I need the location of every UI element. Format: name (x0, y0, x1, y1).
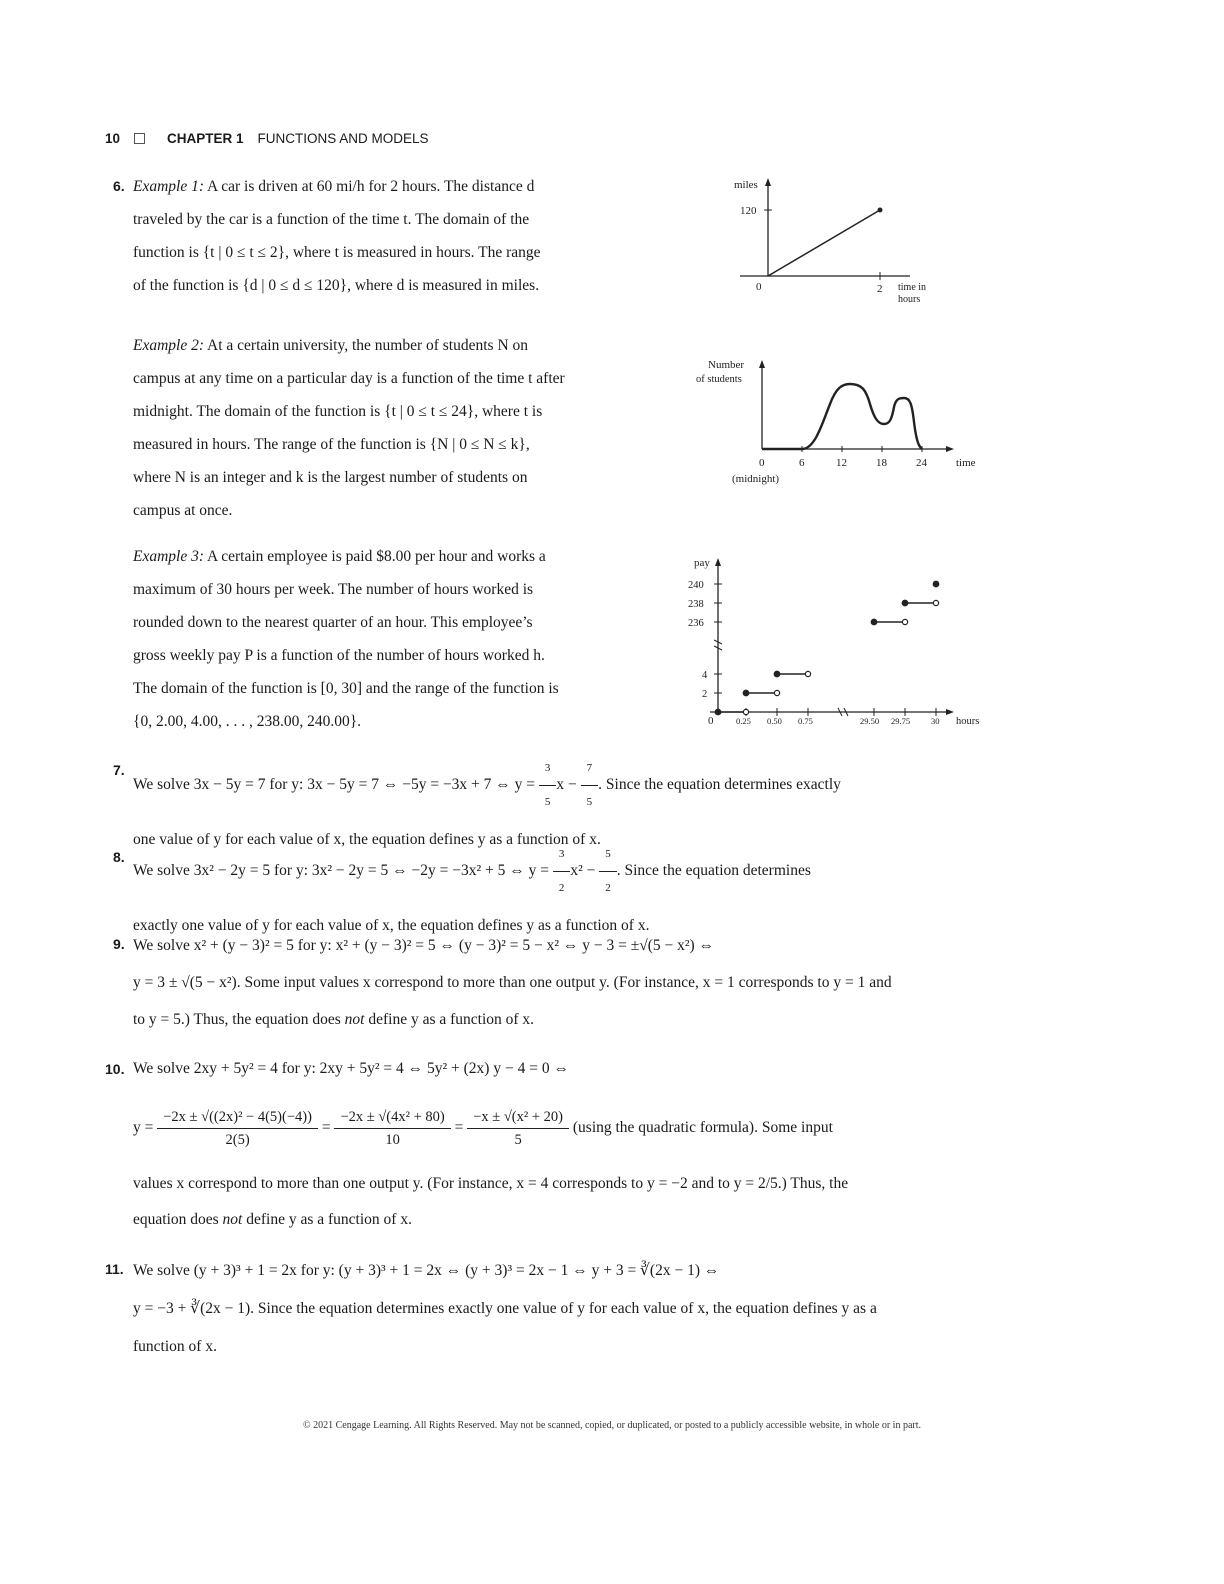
x-tick-label: 0 (759, 457, 765, 469)
x-tick-label: 0.25 (736, 716, 751, 726)
y-tick-label: 120 (740, 205, 757, 217)
problem-10-text (133, 1166, 1133, 1238)
text-line: to y = 5.) Thus, the equation does (133, 1011, 345, 1028)
chapter-label: CHAPTER 1 (167, 131, 244, 146)
numerator: −x ± √(x² + 20) (467, 1106, 569, 1129)
copyright-footer: © 2021 Cengage Learning. All Rights Reserved. May not be scanned, copied, or duplicated, or posted to a publicly accessible website, in whole or in part. (303, 1420, 921, 1431)
axis-break-marks (714, 640, 848, 716)
problem-number-8: 8. (113, 849, 125, 865)
fraction (467, 1106, 569, 1151)
numerator: 3 (553, 838, 571, 872)
denominator: 5 (544, 796, 551, 808)
x-tick-label: 30 (931, 716, 940, 726)
numerator: 3 (539, 752, 557, 786)
x-tick-label: 29.75 (891, 716, 911, 726)
text-line: values x correspond to more than one output y. (For instance, x = 4 corresponds to y = −2 and to y = 2/5.) Thus, the (133, 1175, 849, 1192)
example-1-label: Example 1: (133, 178, 205, 195)
x-axis-label: hours (898, 294, 921, 305)
y-tick-label: 2 (702, 689, 708, 700)
page-header (105, 131, 429, 146)
equation-text: x² − (570, 862, 600, 880)
denominator: 10 (385, 1132, 400, 1148)
numerator: −2x ± √(4x² + 80) (334, 1106, 450, 1129)
y-axis-label: miles (734, 179, 758, 191)
denominator: 2(5) (225, 1132, 250, 1148)
denominator: 2 (605, 882, 611, 894)
text-line: At a certain university, the number of students N on (207, 337, 529, 354)
x-tick-label: 2 (877, 283, 883, 295)
equation-line: We solve 2xy + 5y² = 4 for y: 2xy + 5y² = 4 ⇔ 5y² + (2x) y − 4 = 0 ⇔ (133, 1060, 569, 1077)
y-axis-arrow-icon (765, 178, 771, 186)
text-line: y = −3 + ∛(2x − 1). Since the equation determines exactly one value of y for each value of x, the equation defines y as a (133, 1300, 877, 1317)
fraction (599, 838, 617, 905)
text-line: one value of y for each value of x, the equation defines y as a function of x. (133, 831, 601, 848)
equals-sign: = (454, 1119, 464, 1137)
equals-sign: = (321, 1119, 331, 1137)
text-line: campus at once. (133, 502, 233, 519)
example-2-label: Example 2: (133, 337, 205, 354)
y-axis-label: pay (694, 557, 710, 569)
text-line: measured in hours. The range of the function is {N | 0 ≤ N ≤ k}, (133, 436, 530, 453)
x-tick-label: 0.50 (767, 716, 782, 726)
numerator: 7 (581, 752, 599, 786)
text-line: exactly one value of y for each value of x, the equation defines y as a function of x. (133, 917, 650, 934)
denominator: 2 (558, 882, 565, 894)
problem-number-6: 6. (113, 178, 125, 194)
x-axis-arrow-icon (946, 709, 954, 715)
text-line: A car is driven at 60 mi/h for 2 hours. The distance d (207, 178, 535, 195)
page-number: 10 (105, 131, 121, 146)
y-tick-label: 4 (702, 670, 708, 681)
numerator: 5 (599, 838, 617, 872)
x-axis-label: hours (956, 716, 980, 727)
text-line: (using the quadratic formula). Some input (572, 1119, 833, 1137)
origin-note: (midnight) (732, 473, 780, 485)
origin-label: 0 (756, 281, 762, 293)
text-line: gross weekly pay P is a function of the number of hours worked h. (133, 647, 545, 664)
x-tick-label: 29.50 (860, 716, 880, 726)
distance-line (768, 210, 880, 276)
numerator: −2x ± √((2x)² − 4(5)(−4)) (157, 1106, 318, 1129)
problem-9-text (133, 927, 1133, 1038)
denominator: 5 (514, 1132, 522, 1148)
open-endpoints (743, 600, 938, 714)
example-1-text (133, 170, 653, 302)
endpoint-dot (878, 208, 883, 213)
header-box-icon (134, 133, 145, 144)
problem-number-7: 7. (113, 762, 125, 778)
pay-steps (715, 581, 938, 714)
problem-number-10: 10. (105, 1061, 125, 1077)
x-axis-label: time in (898, 282, 927, 293)
example-3-text (133, 540, 663, 738)
x-axis-label: time (956, 457, 976, 469)
origin-label: 0 (708, 715, 714, 727)
fraction (539, 752, 557, 819)
x-tick-label: 18 (876, 457, 887, 469)
equation-text: y = (133, 1119, 154, 1137)
text-line: define y as a function of x. (242, 1211, 412, 1228)
text-line: equation does (133, 1211, 223, 1228)
y-axis-label: Number (708, 359, 745, 371)
students-graph (690, 352, 990, 492)
x-tick-label: 12 (836, 457, 847, 469)
equation-text: x − (556, 776, 581, 794)
text-line: campus at any time on a particular day is a function of the time t after (133, 370, 565, 387)
text-line: The domain of the function is [0, 30] and the range of the function is (133, 680, 559, 697)
example-2-text (133, 329, 663, 527)
y-axis-arrow-icon (759, 360, 765, 368)
text-line: rounded down to the nearest quarter of an hour. This employee’s (133, 614, 533, 631)
problem-11-text (133, 1252, 1133, 1366)
y-axis-arrow-icon (715, 558, 721, 566)
fraction (334, 1106, 450, 1151)
text-line: where N is an integer and k is the largest number of students on (133, 469, 528, 486)
quadratic-formula (133, 1106, 1133, 1151)
y-axis-label: of students (696, 374, 742, 385)
y-tick-label: 238 (688, 599, 704, 610)
emphasis-not: not (222, 1211, 243, 1228)
text-line: function of x. (133, 1338, 217, 1355)
equation-text: We solve 3x² − 2y = 5 for y: 3x² − 2y = 5 ⇔ −2y = −3x² + 5 ⇔ y = (133, 862, 553, 880)
example-3-label: Example 3: (133, 548, 205, 565)
x-tick-label: 6 (799, 457, 805, 469)
equation-line: We solve x² + (y − 3)² = 5 for y: x² + (y − 3)² = 5 ⇔ (y − 3)² = 5 − x² ⇔ y − 3 = ±√(5 − x²) ⇔ (133, 937, 715, 954)
distance-graph (720, 172, 960, 312)
x-axis-arrow-icon (946, 446, 954, 452)
text-line: of the function is {d | 0 ≤ d ≤ 120}, where d is measured in miles. (133, 277, 540, 294)
fraction (581, 752, 599, 819)
emphasis-not: not (344, 1011, 365, 1028)
y-tick-label: 236 (688, 618, 704, 629)
text-line: define y as a function of x. (364, 1011, 535, 1028)
fraction (553, 838, 571, 905)
text-line: y = 3 ± √(5 − x²). Some input values x correspond to more than one output y. (For instance, x = 1 corresponds to y = 1 and (133, 974, 892, 991)
equation-text: We solve 3x − 5y = 7 for y: 3x − 5y = 7 ⇔ −5y = −3x + 7 ⇔ y = (133, 776, 539, 794)
text-line: traveled by the car is a function of the time t. The domain of the (133, 211, 530, 228)
x-tick-label: 0.75 (798, 716, 813, 726)
text-line: function is {t | 0 ≤ t ≤ 2}, where t is measured in hours. The range (133, 244, 541, 261)
students-curve (762, 384, 922, 449)
pay-graph (680, 548, 990, 728)
denominator: 5 (586, 796, 593, 808)
fraction (157, 1106, 318, 1151)
text-line: midnight. The domain of the function is {t | 0 ≤ t ≤ 24}, where t is (133, 403, 543, 420)
chapter-title: FUNCTIONS AND MODELS (257, 131, 429, 146)
problem-number-11: 11. (105, 1261, 124, 1277)
x-tick-label: 24 (916, 457, 927, 469)
equation-line: We solve (y + 3)³ + 1 = 2x for y: (y + 3)³ + 1 = 2x ⇔ (y + 3)³ = 2x − 1 ⇔ y + 3 = ∛(2x − 1) ⇔ (133, 1262, 720, 1279)
text-line: maximum of 30 hours per week. The number of hours worked is (133, 581, 534, 598)
text-line: {0, 2.00, 4.00, . . . , 238.00, 240.00}. (133, 713, 362, 730)
text-line: . Since the equation determines (616, 862, 811, 880)
text-line: A certain employee is paid $8.00 per hour and works a (207, 548, 546, 565)
text-line: . Since the equation determines exactly (598, 776, 841, 794)
problem-number-9: 9. (113, 936, 125, 952)
y-tick-label: 240 (688, 580, 704, 591)
